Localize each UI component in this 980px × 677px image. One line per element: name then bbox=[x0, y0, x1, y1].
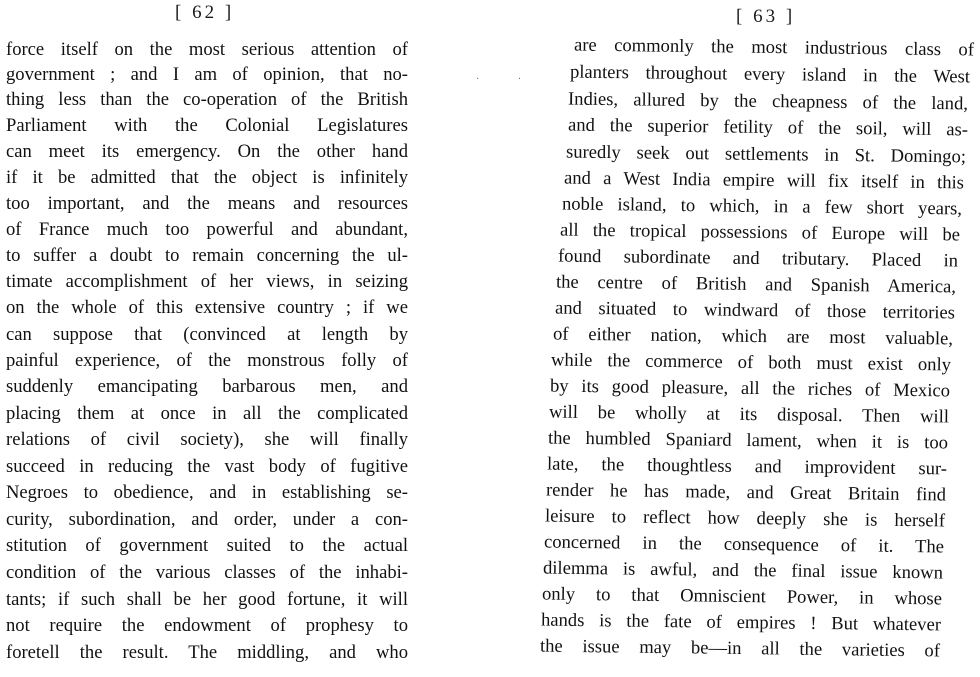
text-line: to suffer a doubt to remain concerning the ul- bbox=[6, 245, 408, 266]
text-line: noble island, to which, in a few short years, bbox=[561, 193, 963, 220]
text-line: foretell the result. The middling, and who bbox=[6, 642, 408, 663]
left-page bbox=[0, 0, 440, 677]
text-line: late, the thoughtless and improvident sur- bbox=[546, 453, 948, 480]
text-line: too important, and the means and resources bbox=[6, 193, 408, 214]
right-page bbox=[540, 0, 980, 677]
text-line: can suppose that (convinced at length by bbox=[6, 324, 408, 345]
text-line: render he has made, and Great Britain find bbox=[545, 479, 947, 506]
text-line: thing less than the co-operation of the British bbox=[6, 89, 408, 110]
text-line: all the tropical possessions of Europe will be bbox=[559, 219, 961, 246]
text-line: timate accomplishment of her views, in seizing bbox=[6, 271, 408, 292]
text-line: relations of civil society), she will finally bbox=[6, 429, 408, 450]
text-line: succeed in reducing the vast body of fugitive bbox=[6, 456, 408, 477]
text-line: and situated to windward of those territories bbox=[554, 297, 956, 324]
text-line: will be wholly at its disposal. Then will bbox=[548, 401, 950, 428]
gutter-speck: · · bbox=[476, 74, 540, 85]
text-line: on the whole of this extensive country ; if we bbox=[6, 297, 408, 318]
text-line: tants; if such shall be her good fortune, it will bbox=[6, 589, 408, 610]
text-line: painful experience, of the monstrous folly of bbox=[6, 350, 408, 371]
text-line: the centre of British and Spanish America, bbox=[555, 271, 957, 298]
text-line: condition of the various classes of the inhabi- bbox=[6, 562, 408, 583]
text-line: Parliament with the Colonial Legislatures bbox=[6, 115, 408, 136]
text-line: not require the endowment of prophesy to bbox=[6, 615, 408, 636]
text-line: force itself on the most serious attention of bbox=[6, 39, 408, 60]
text-line: suddenly emancipating barbarous men, and bbox=[6, 376, 408, 397]
text-line: curity, subordination, and order, under a con- bbox=[6, 509, 408, 530]
text-line: and the superior fetility of the soil, will as- bbox=[567, 114, 969, 141]
text-line: stitution of government suited to the actual bbox=[6, 535, 408, 556]
text-line: concerned in the consequence of it. The bbox=[543, 531, 945, 558]
text-line: only to that Omniscient Power, in whose bbox=[541, 583, 943, 610]
text-line: the humbled Spaniard lament, when it is too bbox=[547, 427, 949, 454]
text-line: and a West India empire will fix itself in this bbox=[563, 167, 965, 194]
text-line: Negroes to obedience, and in establishing se- bbox=[6, 482, 408, 503]
text-line: leisure to reflect how deeply she is herself bbox=[544, 505, 946, 532]
left-page-number: [ 62 ] bbox=[175, 2, 235, 23]
text-line: dilemma is awful, and the final issue known bbox=[542, 557, 944, 584]
text-line: of France much too powerful and abundant, bbox=[6, 219, 408, 240]
text-line: can meet its emergency. On the other hand bbox=[6, 141, 408, 162]
text-line: government ; and I am of opinion, that no- bbox=[6, 64, 408, 85]
text-line: planters throughout every island in the West bbox=[569, 61, 971, 88]
text-line: are commonly the most industrious class of bbox=[573, 34, 975, 61]
text-line: placing them at once in all the complicated bbox=[6, 403, 408, 424]
text-line: by its good pleasure, all the riches of Mexico bbox=[549, 375, 951, 402]
text-line: the issue may be—in all the varieties of bbox=[539, 635, 941, 662]
text-line: found subordinate and tributary. Placed in bbox=[557, 245, 959, 272]
text-line: suredly seek out settlements in St. Domingo; bbox=[565, 141, 967, 168]
text-line: Indies, allured by the cheapness of the land, bbox=[567, 88, 969, 115]
text-line: while the commerce of both must exist only bbox=[550, 349, 952, 376]
text-line: hands is the fate of empires ! But whatever bbox=[540, 609, 942, 636]
text-line: of either nation, which are most valuable, bbox=[552, 323, 954, 350]
text-line: if it be admitted that the object is infinitely bbox=[6, 167, 408, 188]
right-page-number: [ 63 ] bbox=[736, 6, 796, 27]
